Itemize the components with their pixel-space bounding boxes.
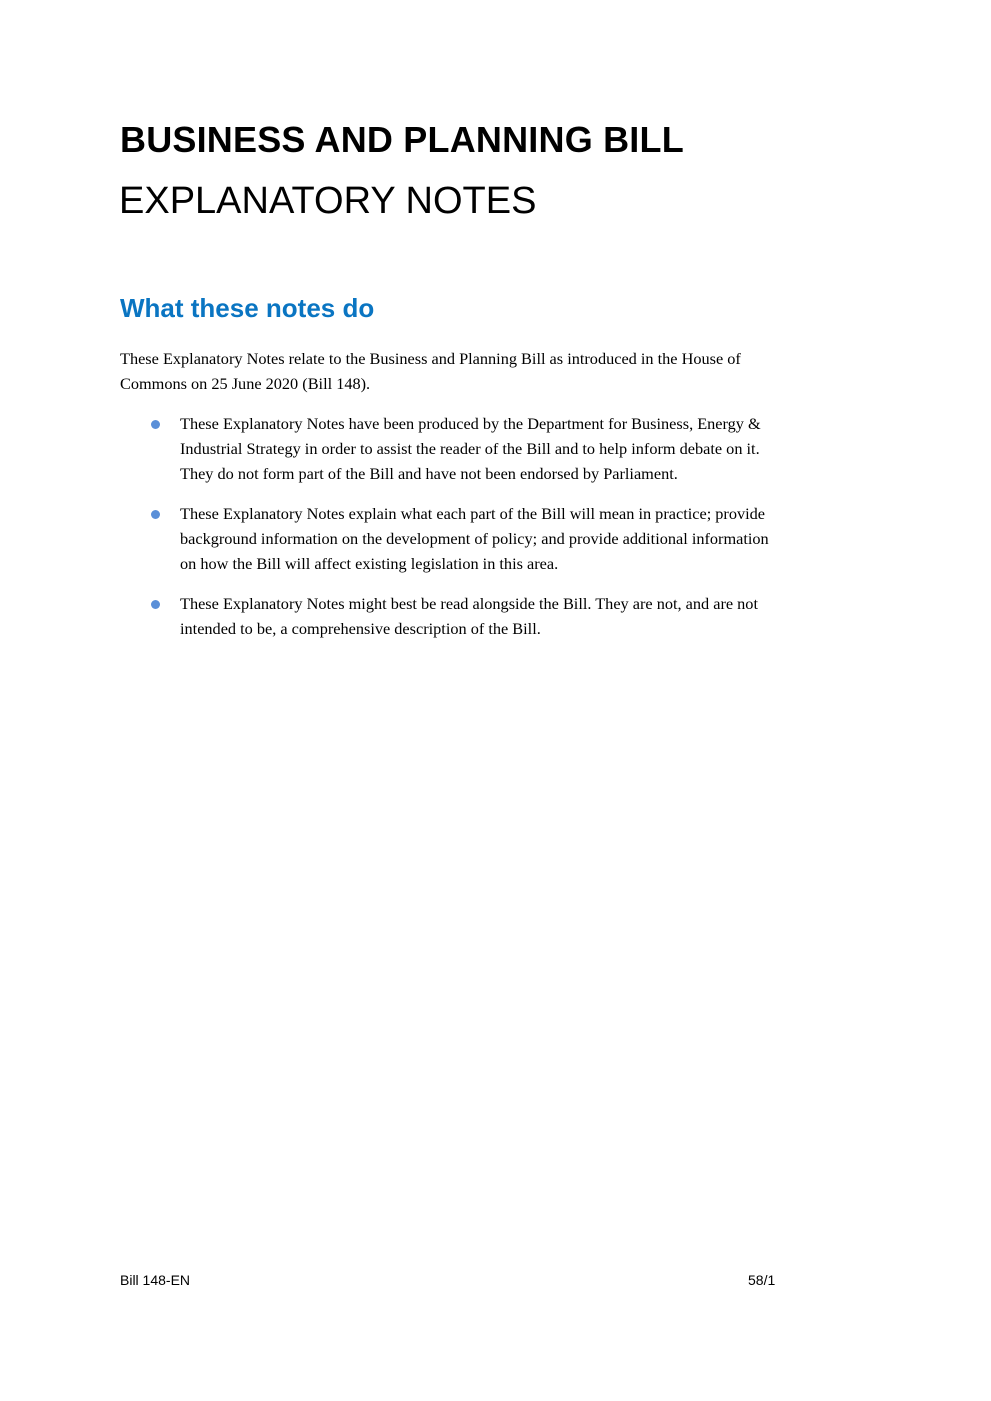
footer-page-code: 58/1 — [748, 1272, 776, 1288]
text-line: on how the Bill will affect existing legislation in this area. — [180, 554, 559, 573]
text-line: These Explanatory Notes explain what each part of the Bill will mean in practice; provide — [180, 504, 766, 523]
text-line: These Explanatory Notes relate to the Business and Planning Bill as introduced in the House of — [120, 349, 741, 368]
bullet-list — [150, 411, 870, 656]
text-line: intended to be, a comprehensive description of the Bill. — [180, 619, 541, 638]
text-line: These Explanatory Notes have been produced by the Department for Business, Energy & — [180, 414, 761, 433]
document-subtitle: EXPLANATORY NOTES — [119, 180, 537, 222]
text-line: Industrial Strategy in order to assist the reader of the Bill and to help inform debate on it. — [180, 439, 760, 458]
text-line: They do not form part of the Bill and have not been endorsed by Parliament. — [180, 464, 678, 483]
text-line: These Explanatory Notes might best be read alongside the Bill. They are not, and are not — [180, 594, 758, 613]
intro-paragraph — [120, 346, 880, 396]
text-line: Commons on 25 June 2020 (Bill 148). — [120, 374, 371, 393]
bullet-item — [150, 411, 870, 486]
bullet-dot-icon — [151, 420, 160, 429]
text-line: background information on the development of policy; and provide additional information — [180, 529, 769, 548]
footer-bill-number: Bill 148-EN — [120, 1272, 191, 1288]
bullet-item — [150, 501, 870, 576]
bullet-item — [150, 591, 870, 641]
document-title: BUSINESS AND PLANNING BILL — [120, 119, 684, 160]
bullet-dot-icon — [151, 510, 160, 519]
bullet-dot-icon — [151, 600, 160, 609]
section-heading: What these notes do — [120, 293, 375, 323]
